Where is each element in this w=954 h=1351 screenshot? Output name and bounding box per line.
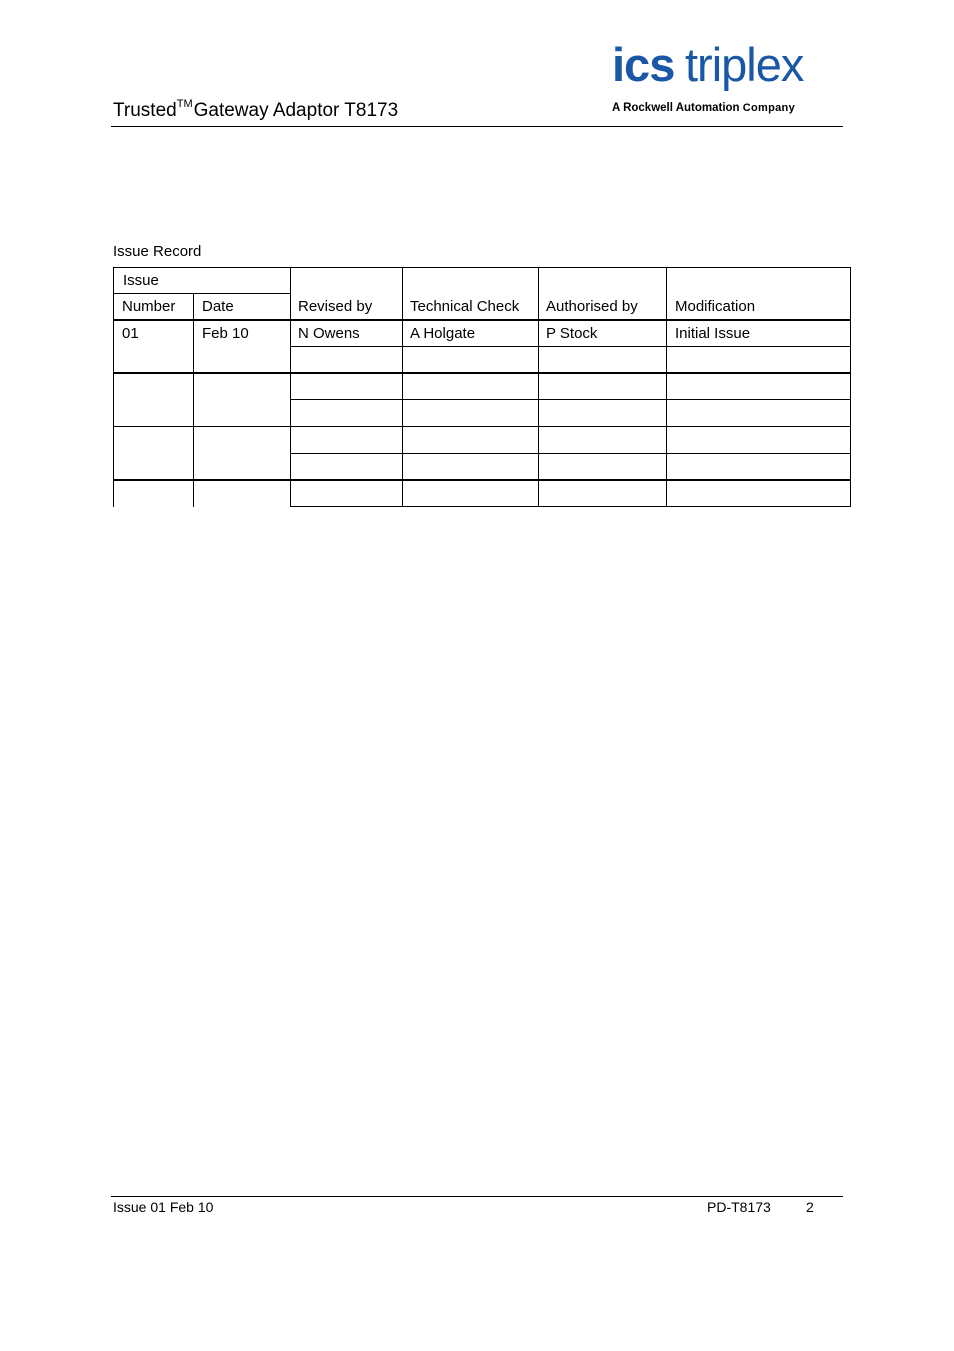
header-number: Number xyxy=(122,298,176,315)
header-divider xyxy=(111,126,843,127)
cell-authorised-by: P Stock xyxy=(546,325,598,342)
table-border-left xyxy=(113,267,114,507)
company-logo xyxy=(612,38,844,120)
footer-issue: Issue 01 Feb 10 xyxy=(113,1199,214,1215)
table-rule-header xyxy=(113,319,851,321)
cell-modification: Initial Issue xyxy=(675,325,751,342)
header-technical-check: Technical Check xyxy=(410,298,520,315)
issue-record-label: Issue Record xyxy=(113,243,202,260)
title-prefix: Trusted xyxy=(113,100,177,121)
table-border-top xyxy=(113,267,851,268)
trademark-superscript: TM xyxy=(176,98,193,110)
table-rule-group-sep xyxy=(113,426,851,427)
logo-ics-text: ics xyxy=(612,38,675,91)
logo-tagline xyxy=(612,102,844,114)
table-col-sep xyxy=(290,267,291,507)
table-col-sep xyxy=(402,267,403,507)
logo-triplex-text: triplex xyxy=(685,38,804,91)
table-rule-group-sep xyxy=(113,372,851,374)
table-border-right xyxy=(850,267,851,507)
table-rule-row xyxy=(290,346,851,347)
footer-doc-code: PD-T8173 xyxy=(707,1199,771,1215)
footer-divider xyxy=(111,1196,843,1197)
cell-number: 01 xyxy=(122,325,139,342)
header-date: Date xyxy=(202,298,234,315)
cell-revised-by: N Owens xyxy=(298,325,360,342)
header-authorised-by: Authorised by xyxy=(546,298,638,315)
table-rule-group xyxy=(113,293,290,294)
logo-tagline-company: Company xyxy=(742,102,795,114)
table-rule-row xyxy=(290,453,851,454)
header-issue-group: Issue xyxy=(123,272,159,289)
document-title xyxy=(113,100,398,122)
title-suffix: Gateway Adaptor T8173 xyxy=(193,100,399,121)
table-col-sep xyxy=(666,267,667,507)
table-rule-row xyxy=(290,399,851,400)
footer-page-number: 2 xyxy=(806,1199,814,1215)
issue-record-table xyxy=(113,267,851,507)
header-modification: Modification xyxy=(675,298,756,315)
header-revised-by: Revised by xyxy=(298,298,373,315)
table-border-bottom xyxy=(290,506,851,507)
table-rule-group-sep xyxy=(113,479,851,481)
table-col-sep xyxy=(193,293,194,507)
table-col-sep xyxy=(538,267,539,507)
logo-tagline-main: A Rockwell Automation xyxy=(612,102,740,114)
cell-technical-check: A Holgate xyxy=(410,325,476,342)
cell-date: Feb 10 xyxy=(202,325,249,342)
